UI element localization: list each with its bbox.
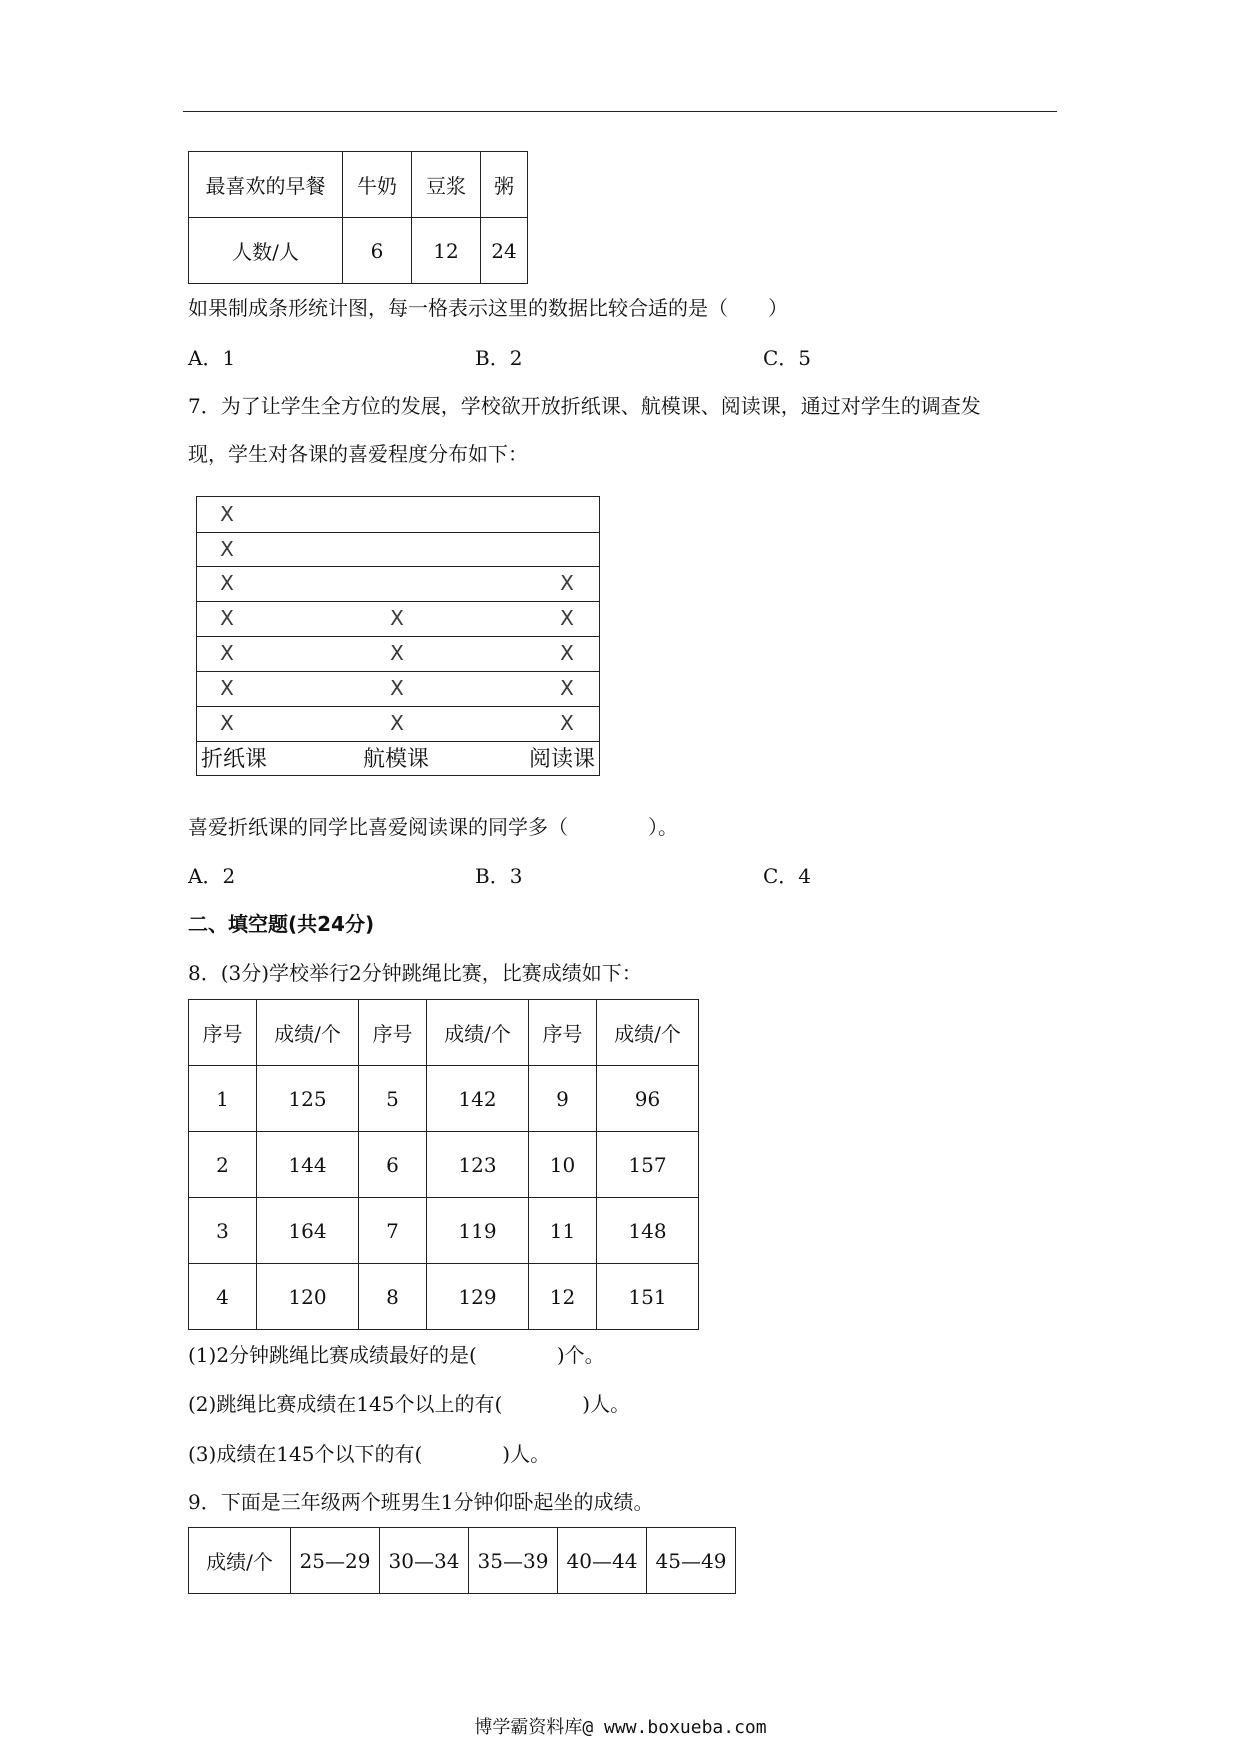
q7-option-b: B．3 (475, 864, 523, 888)
table-cell: 164 (257, 1198, 359, 1264)
table-cell: 120 (257, 1264, 359, 1330)
table-cell: 12 (529, 1264, 597, 1330)
table-header-cell: 成绩/个 (427, 1000, 529, 1066)
q7-question: 喜爱折纸课的同学比喜爱阅读课的同学多（ ）。 (188, 815, 678, 839)
pictograph-mark: X (220, 537, 234, 561)
pictograph-gridline (197, 566, 599, 567)
table-header-cell: 25—29 (291, 1528, 380, 1594)
section-heading: 二、填空题(共24分) (188, 912, 375, 936)
pictograph-mark: X (560, 606, 574, 630)
pictograph-mark: X (220, 641, 234, 665)
table-cell: 最喜欢的早餐 (189, 152, 343, 218)
table-cell: 1 (189, 1066, 257, 1132)
table-cell: 3 (189, 1198, 257, 1264)
pictograph-mark: X (220, 571, 234, 595)
table-cell: 151 (597, 1264, 699, 1330)
table-cell: 11 (529, 1198, 597, 1264)
q8-intro: 8．(3分)学校举行2分钟跳绳比赛，比赛成绩如下： (188, 961, 642, 985)
footer-watermark: 博学霸资料库@ www.boxueba.com (474, 1717, 767, 1738)
q8-sub1: (1)2分钟跳绳比赛成绩最好的是( )个。 (188, 1343, 605, 1367)
pictograph-mark: X (220, 502, 234, 526)
table-header-cell: 成绩/个 (597, 1000, 699, 1066)
q8-sub3: (3)成绩在145个以下的有( )人。 (188, 1442, 551, 1466)
pictograph-gridline (197, 671, 599, 672)
preference-pictograph (196, 496, 600, 776)
table-cell: 24 (481, 218, 528, 284)
table-cell: 9 (529, 1066, 597, 1132)
table-header-cell: 40—44 (558, 1528, 647, 1594)
table-row (189, 1264, 699, 1330)
table-cell: 148 (597, 1198, 699, 1264)
jump-rope-table (188, 999, 699, 1330)
table-cell: 119 (427, 1198, 529, 1264)
q6-option-a: A．1 (188, 346, 236, 370)
q7-line2: 现，学生对各课的喜爱程度分布如下： (188, 442, 528, 466)
label-origami: 折纸课 (201, 747, 268, 772)
table-cell: 96 (597, 1066, 699, 1132)
q6-question: 如果制成条形统计图，每一格表示这里的数据比较合适的是（ ） (188, 296, 788, 320)
pictograph-mark: X (560, 711, 574, 735)
q7-line1: 7．为了让学生全方位的发展，学校欲开放折纸课、航模课、阅读课，通过对学生的调查发 (188, 394, 981, 418)
q7-option-c: C．4 (763, 864, 812, 888)
table-header-cell: 成绩/个 (257, 1000, 359, 1066)
breakfast-table (188, 151, 528, 284)
table-cell: 6 (343, 218, 412, 284)
pictograph-mark: X (390, 711, 404, 735)
pictograph-mark: X (220, 676, 234, 700)
pictograph-mark: X (390, 676, 404, 700)
table-row (189, 1198, 699, 1264)
pictograph-gridline (197, 706, 599, 707)
pictograph-mark: X (560, 641, 574, 665)
label-model-aircraft: 航模课 (363, 747, 430, 772)
situp-table (188, 1527, 736, 1594)
header-rule (183, 111, 1057, 112)
pictograph-mark: X (390, 641, 404, 665)
table-cell: 粥 (481, 152, 528, 218)
pictograph-gridline (197, 532, 599, 533)
table-header-cell: 序号 (189, 1000, 257, 1066)
pictograph-mark: X (560, 571, 574, 595)
q6-option-b: B．2 (475, 346, 523, 370)
pictograph-gridline (197, 601, 599, 602)
table-cell: 129 (427, 1264, 529, 1330)
table-cell: 6 (359, 1132, 427, 1198)
table-cell: 7 (359, 1198, 427, 1264)
pictograph-mark: X (220, 711, 234, 735)
table-cell: 125 (257, 1066, 359, 1132)
table-header-cell: 35—39 (469, 1528, 558, 1594)
pictograph-gridline (197, 636, 599, 637)
table-cell: 142 (427, 1066, 529, 1132)
table-header-cell: 45—49 (647, 1528, 736, 1594)
q9-intro: 9．下面是三年级两个班男生1分钟仰卧起坐的成绩。 (188, 1490, 654, 1514)
table-cell: 牛奶 (343, 152, 412, 218)
table-cell: 10 (529, 1132, 597, 1198)
table-row (189, 1066, 699, 1132)
table-cell: 144 (257, 1132, 359, 1198)
table-cell: 12 (412, 218, 481, 284)
pictograph-mark: X (560, 676, 574, 700)
table-cell: 8 (359, 1264, 427, 1330)
table-cell: 123 (427, 1132, 529, 1198)
table-row (189, 1132, 699, 1198)
q6-option-c: C．5 (763, 346, 812, 370)
table-cell: 5 (359, 1066, 427, 1132)
table-cell: 2 (189, 1132, 257, 1198)
table-cell: 人数/人 (189, 218, 343, 284)
q8-sub2: (2)跳绳比赛成绩在145个以上的有( )人。 (188, 1392, 631, 1416)
table-cell: 豆浆 (412, 152, 481, 218)
table-cell: 4 (189, 1264, 257, 1330)
table-cell: 157 (597, 1132, 699, 1198)
q7-option-a: A．2 (188, 864, 236, 888)
pictograph-mark: X (390, 606, 404, 630)
table-header-cell: 序号 (359, 1000, 427, 1066)
table-header-cell: 30—34 (380, 1528, 469, 1594)
label-reading: 阅读课 (529, 747, 596, 772)
table-header-cell: 成绩/个 (189, 1528, 291, 1594)
table-header-cell: 序号 (529, 1000, 597, 1066)
pictograph-mark: X (220, 606, 234, 630)
